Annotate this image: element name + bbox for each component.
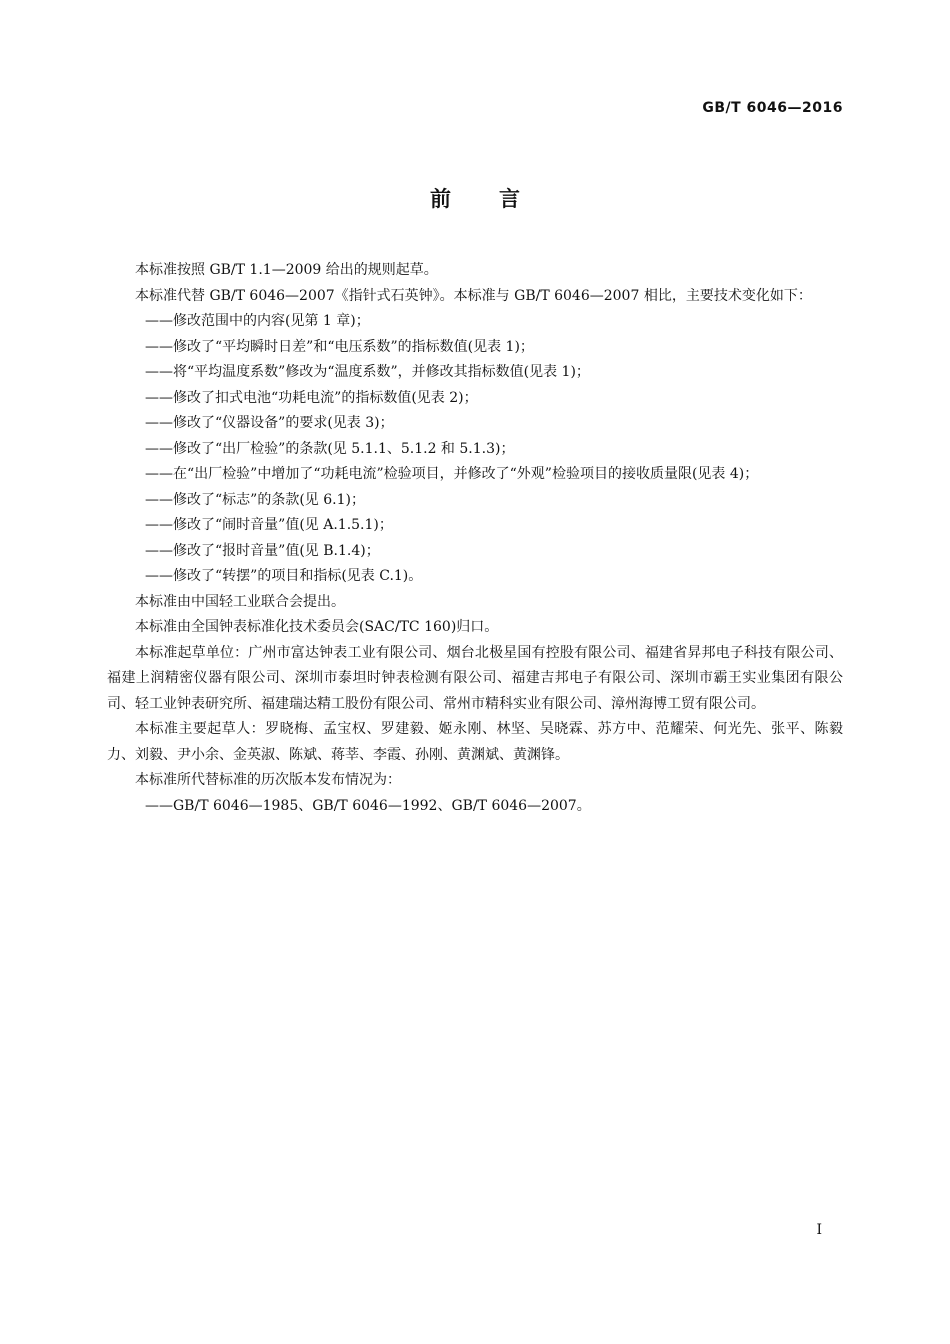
change-item: ——修改了“转摆”的项目和指标(见表 C.1)。 xyxy=(145,568,423,584)
change-item: ——将“平均温度系数”修改为“温度系数”，并修改其指标数值(见表 1)； xyxy=(145,364,590,380)
change-item: ——修改范围中的内容(见第 1 章)； xyxy=(145,313,370,329)
foreword-body xyxy=(107,258,843,819)
paragraph-drafting-units: 本标准起草单位：广州市富达钟表工业有限公司、烟台北极星国有控股有限公司、福建省昇邦电子科技有限公司、福建上润精密仪器有限公司、深圳市泰坦时钟表检测有限公司、福建吉邦电子有限公司、深圳市霸王实业集团有限公司、轻工业钟表研究所、福建瑞达精工股份有限公司、常州市精科实业有限公司、漳州海博工贸有限公司。 xyxy=(107,644,843,712)
paragraph-committee: 本标准由全国钟表标准化技术委员会(SAC/TC 160)归口。 xyxy=(135,619,499,635)
change-item: ——修改了“报时音量”值(见 B.1.4)； xyxy=(145,542,380,559)
paragraph-proposer: 本标准由中国轻工业联合会提出。 xyxy=(135,593,345,610)
page-title: 前言 xyxy=(430,187,568,211)
paragraph-drafting-rules: 本标准按照 GB/T 1.1—2009 给出的规则起草。 xyxy=(135,262,438,278)
paragraph-history-intro: 本标准所代替标准的历次版本发布情况为： xyxy=(135,772,401,788)
change-item: ——修改了“平均瞬时日差”和“电压系数”的指标数值(见表 1)； xyxy=(145,338,534,355)
change-item: ——修改了扣式电池“功耗电流”的指标数值(见表 2)； xyxy=(145,389,478,406)
history-item: ——GB/T 6046—1985、GB/T 6046—1992、GB/T 6046—2007。 xyxy=(145,797,591,814)
change-item: ——修改了“出厂检验”的条款(见 5.1.1、5.1.2 和 5.1.3)； xyxy=(145,440,515,457)
change-item: ——修改了“闹时音量”值(见 A.1.5.1)； xyxy=(145,517,393,533)
page-number: I xyxy=(816,1222,822,1238)
change-item: ——修改了“标志”的条款(见 6.1)； xyxy=(145,491,365,508)
paragraph-drafters: 本标准主要起草人：罗晓梅、孟宝权、罗建毅、姬永刚、林坚、吴晓霖、苏方中、范耀荣、何光先、张平、陈毅力、刘毅、尹小余、金英淑、陈斌、蒋莘、李霞、孙刚、黄渊斌、黄渊锋。 xyxy=(107,721,843,763)
change-item: ——在“出厂检验”中增加了“功耗电流”检验项目，并修改了“外观”检验项目的接收质量限(见表 4)； xyxy=(145,466,759,482)
change-item: ——修改了“仪器设备”的要求(见表 3)； xyxy=(145,415,394,431)
paragraph-replacement: 本标准代替 GB/T 6046—2007《指针式石英钟》。本标准与 GB/T 6046—2007 相比，主要技术变化如下： xyxy=(135,287,812,304)
standard-code: GB/T 6046—2016 xyxy=(702,100,843,116)
